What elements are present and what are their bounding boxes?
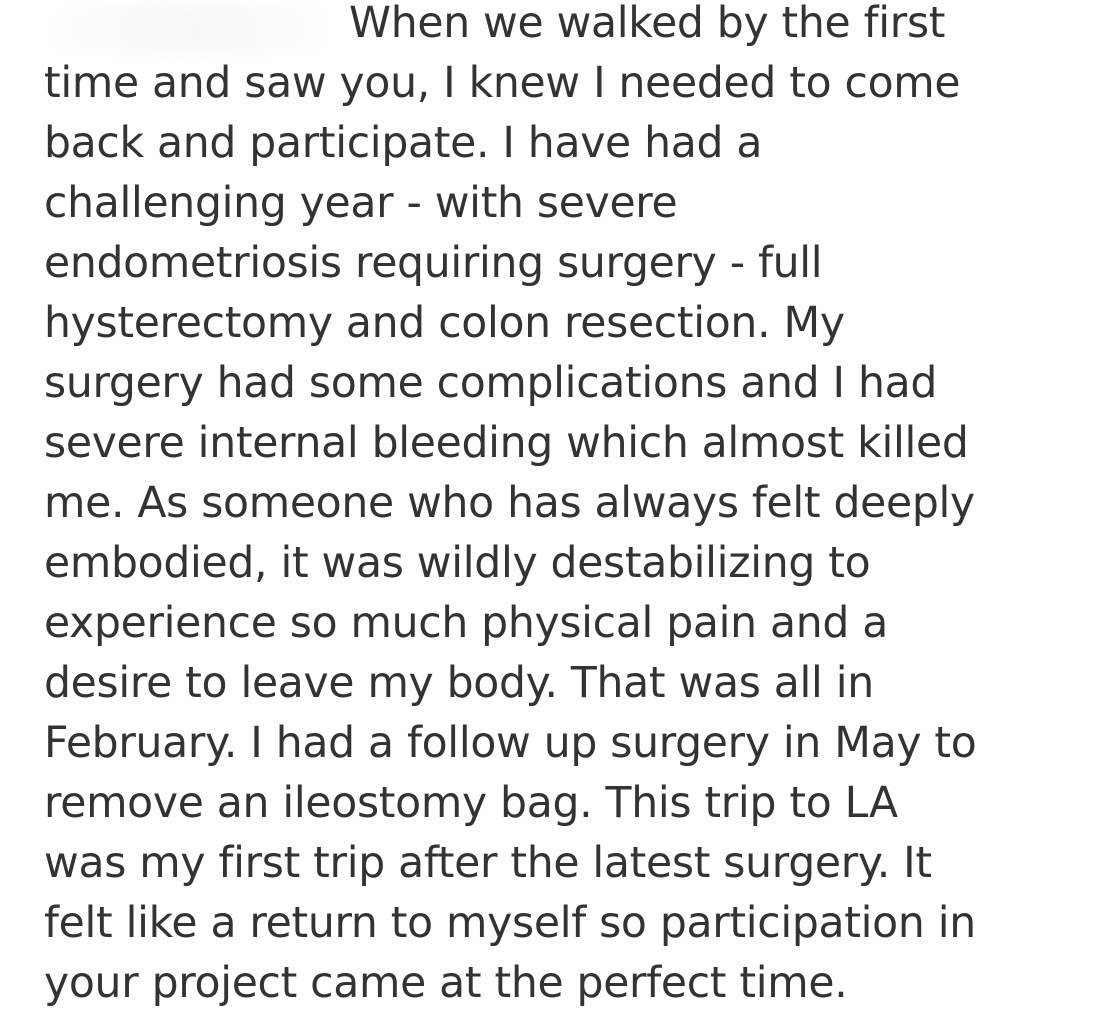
message-line: challenging year - with severe	[44, 179, 678, 228]
message-line: felt like a return to myself so participation in	[44, 899, 976, 948]
message-line: back and participate. I have had a	[44, 119, 763, 168]
message-line: endometriosis requiring surgery - full	[44, 239, 823, 288]
message-line: February. I had a follow up surgery in May to	[44, 719, 977, 768]
message-line: was my first trip after the latest surgery. It	[44, 839, 932, 888]
message-line: remove an ileostomy bag. This trip to LA	[44, 779, 898, 828]
message-line: time and saw you, I knew I needed to come	[44, 59, 961, 108]
message-line: your project came at the perfect time.	[44, 959, 848, 1008]
message-line: embodied, it was wildly destabilizing to	[44, 539, 871, 588]
message-line: surgery had some complications and I had	[44, 359, 938, 408]
message-line: When we walked by the first	[349, 0, 946, 48]
message-line: me. As someone who has always felt deeply	[44, 479, 975, 528]
message-line: hysterectomy and colon resection. My	[44, 299, 845, 348]
message-line: desire to leave my body. That was all in	[44, 659, 874, 708]
message-text	[44, 0, 1104, 1014]
message-line: severe internal bleeding which almost killed	[44, 419, 969, 468]
message-line: experience so much physical pain and a	[44, 599, 888, 648]
